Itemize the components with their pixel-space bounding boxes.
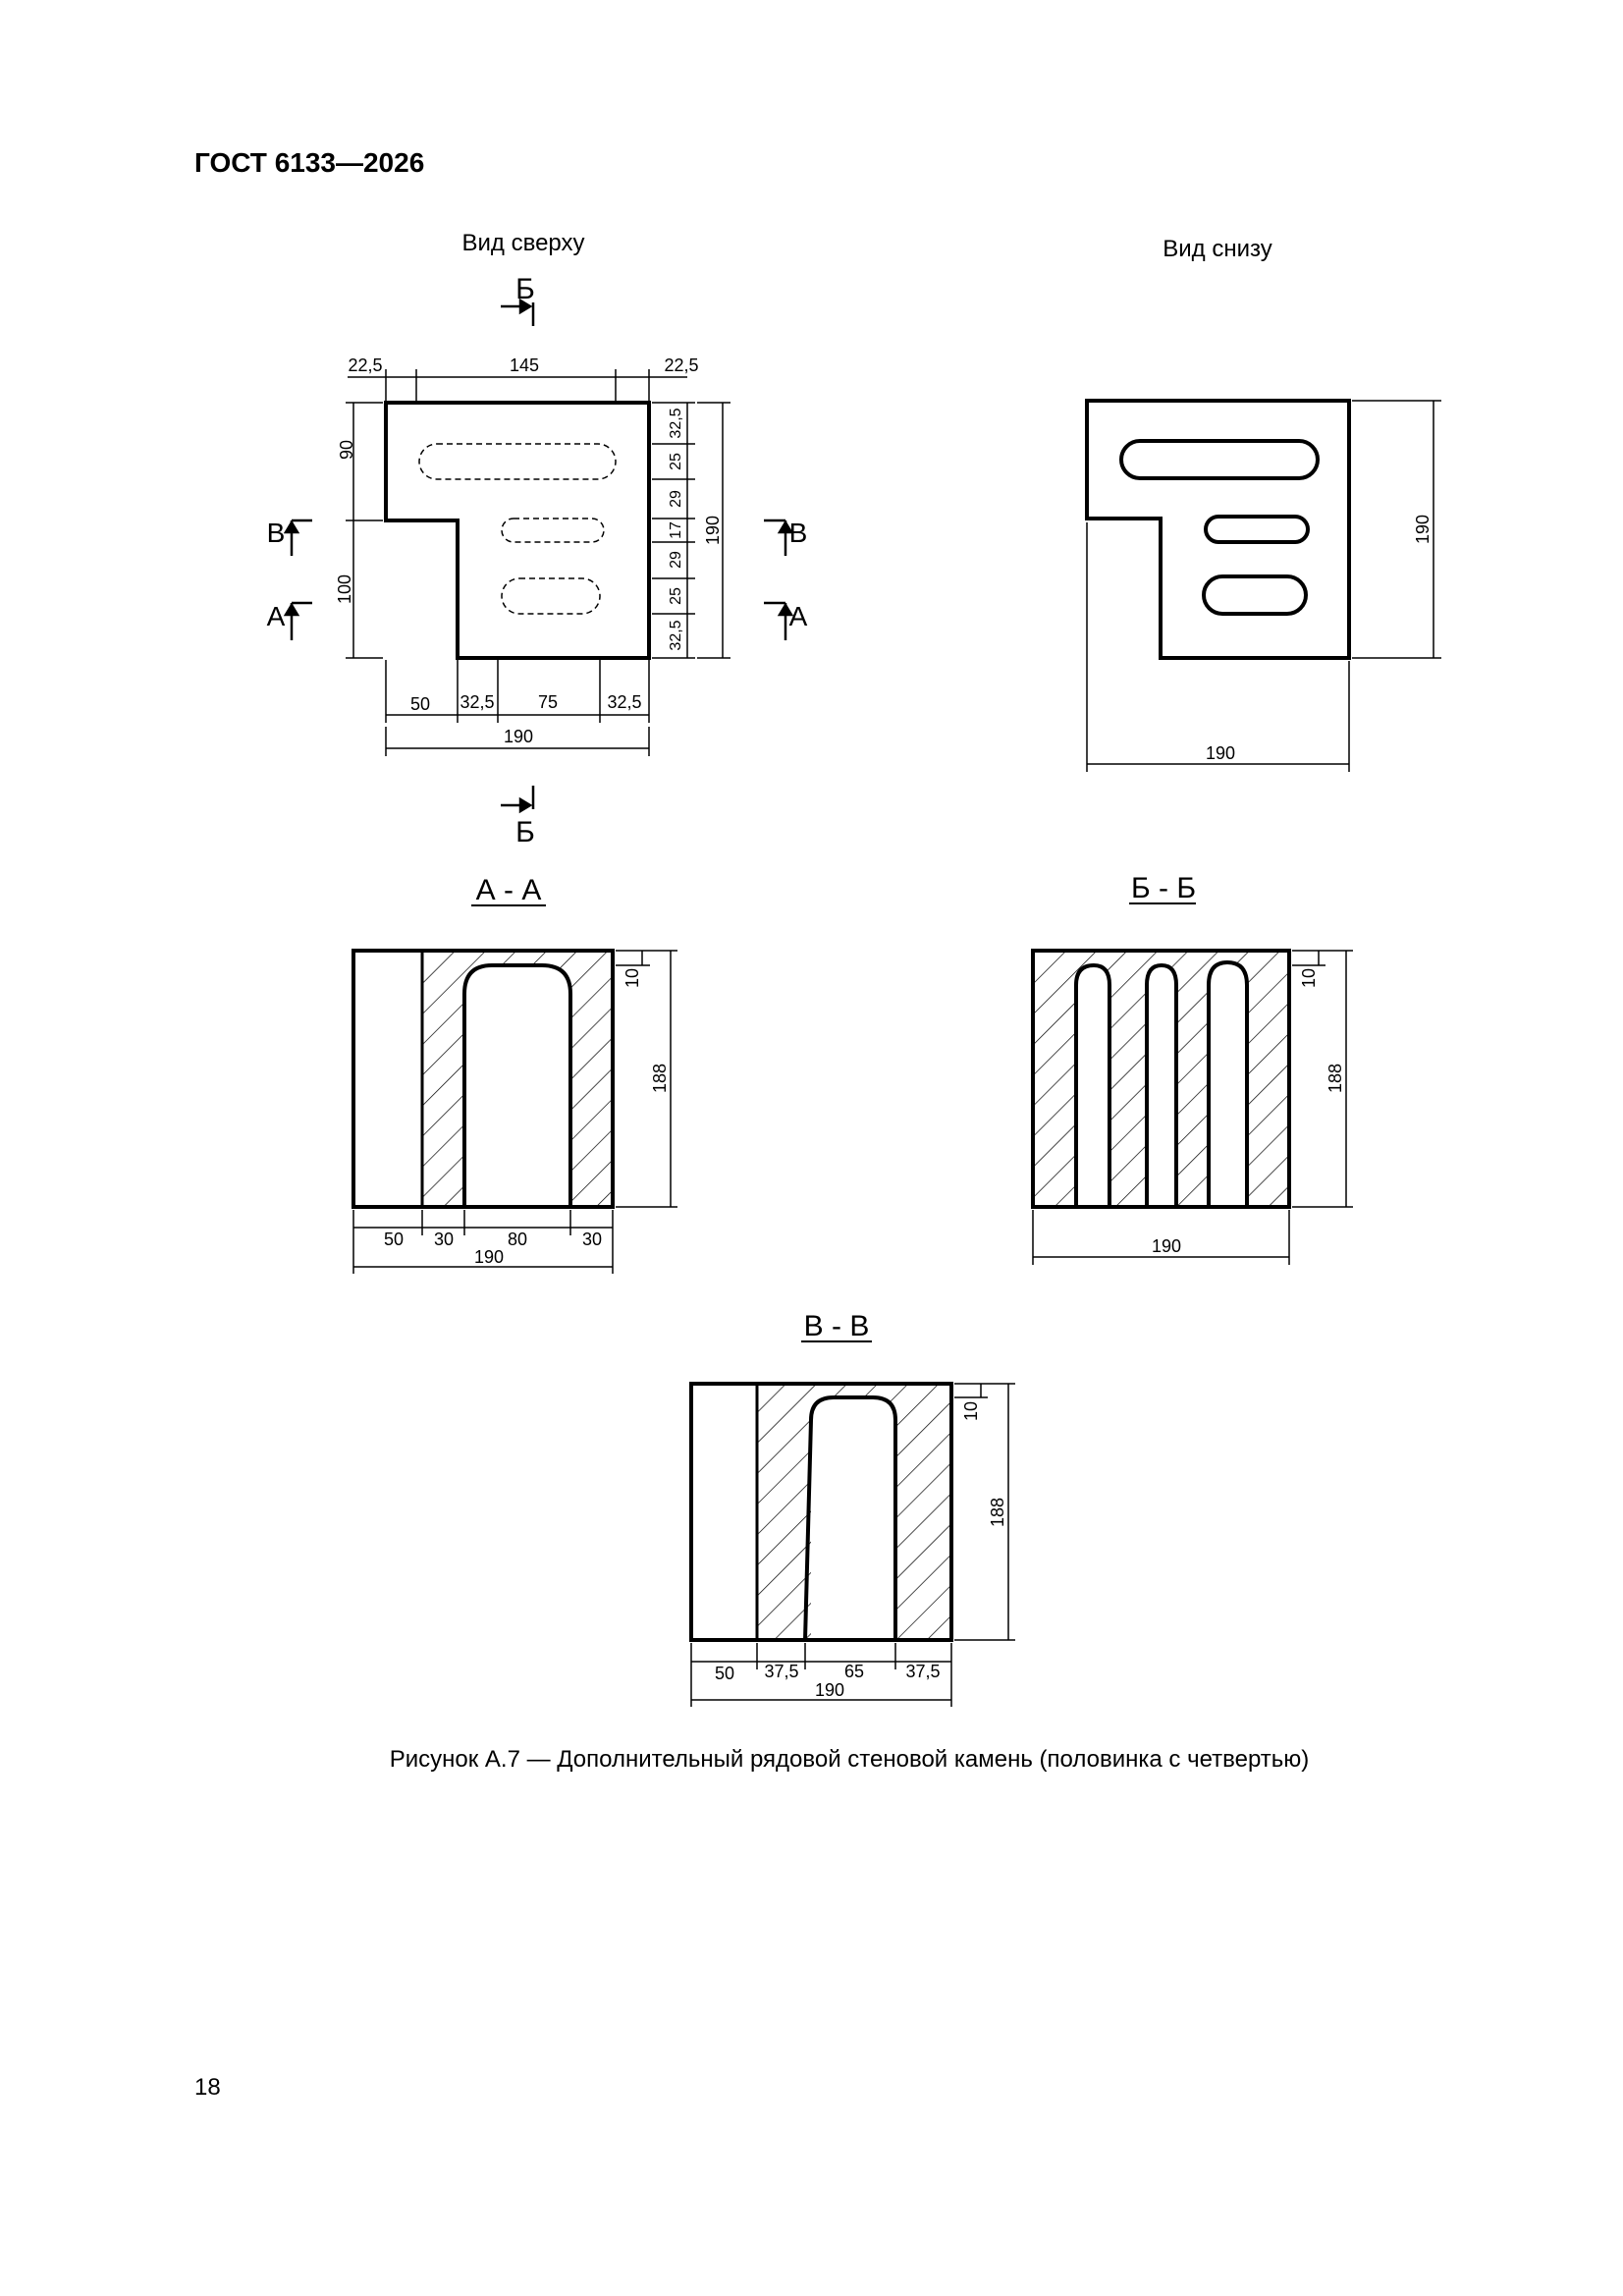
vv-dim-4: 37,5 — [905, 1662, 941, 1681]
dim-r7: 32,5 — [668, 620, 684, 651]
page-number: 18 — [194, 2074, 221, 2101]
dim-r6: 25 — [668, 587, 684, 605]
section-vv-cavity — [805, 1397, 895, 1640]
hidden-cavity-middle — [502, 519, 604, 542]
hidden-cavity-large — [419, 444, 616, 479]
top-view-title: Вид сверху — [461, 230, 585, 256]
section-bb-slot-3 — [1209, 962, 1247, 1207]
aa-dim-height: 188 — [650, 1063, 670, 1094]
section-bb-hatch — [1033, 951, 1289, 1207]
dim-bottom-75: 75 — [537, 692, 559, 712]
dim-r1: 32,5 — [668, 408, 684, 439]
dim-top-width: 145 — [509, 355, 540, 375]
dim-r4: 17 — [668, 521, 684, 539]
bb-dim-top: 10 — [1299, 967, 1319, 989]
dim-height-100: 100 — [335, 574, 354, 605]
document-header: ГОСТ 6133—2026 — [194, 147, 425, 178]
top-view-outline — [386, 403, 649, 658]
vv-dim-1: 50 — [714, 1664, 735, 1683]
section-aa — [353, 874, 677, 1274]
section-aa-cavity — [464, 965, 570, 1207]
section-bb — [1033, 872, 1353, 1265]
dim-r5: 29 — [668, 551, 684, 569]
dim-bottom-32-5-b: 32,5 — [607, 692, 642, 712]
section-label-v-left: В — [266, 518, 286, 548]
aa-dim-3: 80 — [507, 1230, 528, 1249]
vv-dim-top: 10 — [961, 1400, 981, 1422]
dim-right-offset: 22,5 — [664, 355, 699, 375]
dim-bottom-50: 50 — [409, 694, 431, 714]
dim-height-90: 90 — [337, 439, 356, 461]
section-bb-title: Б - Б — [1130, 872, 1197, 904]
section-vv-hatch — [757, 1384, 951, 1640]
cavity-small — [1204, 576, 1306, 614]
dim-height-190: 190 — [703, 515, 723, 546]
vv-dim-total: 190 — [814, 1680, 845, 1700]
bottom-dim-height: 190 — [1413, 514, 1433, 545]
dim-bottom-32-5-a: 32,5 — [460, 692, 495, 712]
section-aa-title: А - А — [475, 874, 542, 906]
dim-left-offset: 22,5 — [348, 355, 383, 375]
section-bb-slot-1 — [1076, 965, 1109, 1207]
section-marker-v-right — [764, 520, 791, 556]
vv-dim-2: 37,5 — [764, 1662, 799, 1681]
bottom-view — [1087, 236, 1441, 772]
section-aa-hatch — [422, 951, 613, 1207]
aa-dim-2: 30 — [433, 1230, 455, 1249]
aa-dim-1: 50 — [383, 1230, 405, 1249]
dim-r3: 29 — [668, 490, 684, 508]
bottom-view-title: Вид снизу — [1163, 236, 1272, 262]
section-vv-title: В - В — [803, 1310, 870, 1342]
cavity-large — [1121, 441, 1318, 478]
section-label-v-right: В — [788, 518, 808, 548]
vv-dim-3: 65 — [843, 1662, 865, 1681]
dim-bottom-190: 190 — [503, 727, 534, 746]
aa-dim-top: 10 — [622, 967, 642, 989]
section-label-a-right: А — [788, 601, 808, 631]
section-marker-v-left — [286, 520, 312, 556]
section-vv — [691, 1310, 1015, 1707]
bottom-dim-width: 190 — [1205, 743, 1236, 763]
aa-dim-total: 190 — [473, 1247, 505, 1267]
section-label-a-left: А — [266, 601, 286, 631]
section-label-b-bottom: Б — [515, 816, 535, 848]
figure-caption: Рисунок А.7 — Дополнительный рядовой стеновой камень (половинка с четвертью) — [389, 1746, 1310, 1773]
aa-dim-4: 30 — [581, 1230, 603, 1249]
bb-dim-height: 188 — [1325, 1063, 1345, 1094]
section-bb-slot-2 — [1147, 965, 1176, 1207]
section-marker-a-left — [286, 603, 312, 640]
hidden-cavity-small — [502, 578, 600, 614]
bb-dim-total: 190 — [1151, 1236, 1182, 1256]
top-view — [267, 230, 808, 848]
vv-dim-height: 188 — [988, 1497, 1007, 1528]
section-marker-b-bottom — [501, 786, 533, 811]
cavity-middle — [1206, 517, 1308, 542]
section-marker-a-right — [764, 603, 791, 640]
dim-r2: 25 — [668, 453, 684, 470]
section-label-b-top: Б — [515, 273, 535, 305]
